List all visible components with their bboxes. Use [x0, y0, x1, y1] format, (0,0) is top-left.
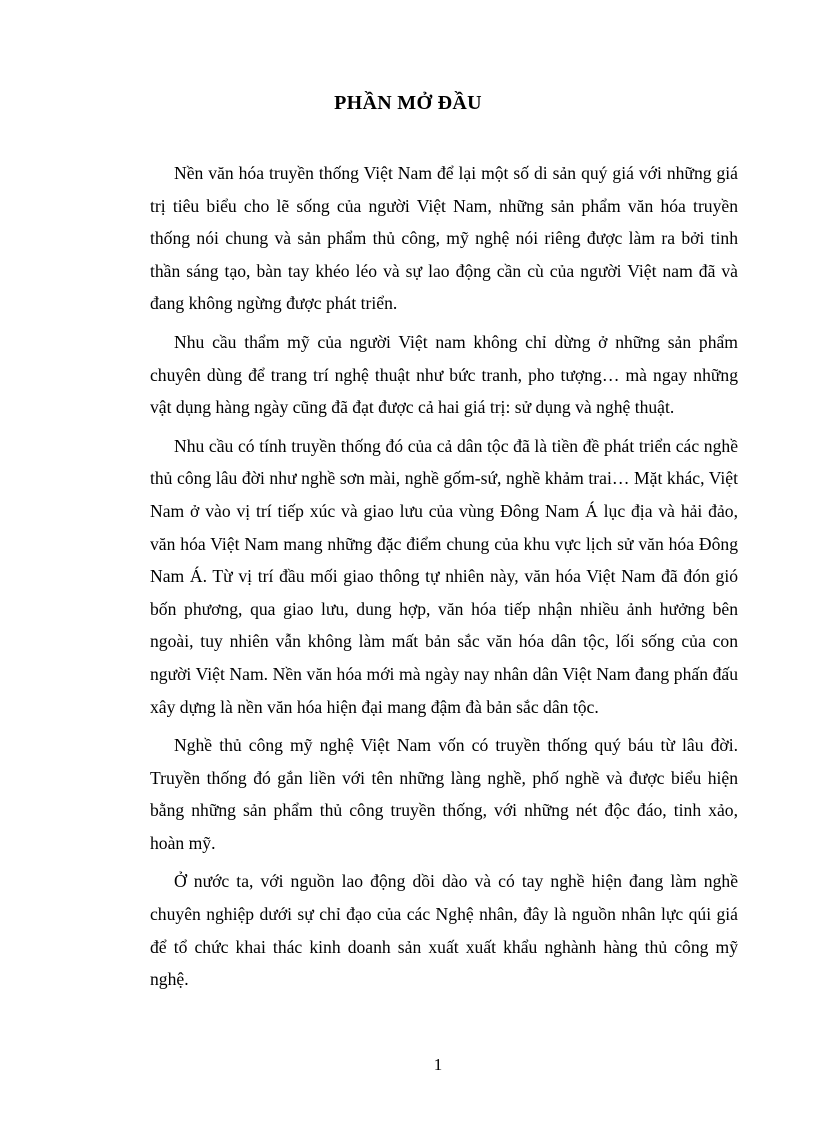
- body-text: [150, 157, 738, 1002]
- paragraph: Nhu cầu có tính truyền thống đó của cả dân tộc đã là tiền đề phát triển các nghề thủ công lâu đời như nghề sơn mài, nghề gốm-sứ, nghề khảm trai… Mặt khác, Việt Nam ở vào vị trí tiếp xúc và giao lưu của vùng Đông Nam Á lục địa và hải đảo, văn hóa Việt Nam mang những đặc điểm chung của khu vực lịch sử văn hóa Đông Nam Á. Từ vị trí đầu mối giao thông tự nhiên này, văn hóa Việt Nam đã đón gió bốn phương, qua giao lưu, dung hợp, văn hóa tiếp nhận nhiều ảnh hưởng bên ngoài, tuy nhiên vẫn không làm mất bản sắc văn hóa dân tộc, lối sống của con người Việt Nam. Nền văn hóa mới mà ngày nay nhân dân Việt Nam đang phấn đấu xây dựng là nền văn hóa hiện đại mang đậm đà bản sắc dân tộc.: [150, 435, 738, 717]
- paragraph: Nhu cầu thẩm mỹ của người Việt nam không chỉ dừng ở những sản phẩm chuyên dùng để trang trí nghệ thuật như bức tranh, pho tượng… mà ngay những vật dụng hàng ngày cũng đã đạt được cả hai giá trị: sử dụng và nghệ thuật.: [150, 331, 738, 418]
- paragraph: Ở nước ta, với nguồn lao động dồi dào và có tay nghề hiện đang làm nghề chuyên nghiệp dưới sự chỉ đạo của các Nghệ nhân, đây là nguồn nhân lực qúi giá để tổ chức khai thác kinh doanh sản xuất xuất khẩu nghành hàng thủ công mỹ nghệ.: [150, 871, 738, 990]
- paragraph: Nền văn hóa truyền thống Việt Nam để lại một số di sản quý giá với những giá trị tiêu biểu cho lẽ sống của người Việt Nam, những sản phẩm văn hóa truyền thống nói chung và sản phẩm thủ công, mỹ nghệ nói riêng được làm ra bởi tinh thần sáng tạo, bàn tay khéo léo và sự lao động cần cù của người Việt nam đã và đang không ngừng được phát triển.: [150, 163, 738, 314]
- page-title: PHẦN MỞ ĐẦU: [334, 92, 482, 114]
- paragraph: Nghề thủ công mỹ nghệ Việt Nam vốn có truyền thống quý báu từ lâu đời. Truyền thống đó gắn liền với tên những làng nghề, phố nghề và được biểu hiện bằng những sản phẩm thủ công truyền thống, với những nét độc đáo, tinh xảo, hoàn mỹ.: [150, 735, 738, 853]
- page-number: 1: [433, 1055, 443, 1074]
